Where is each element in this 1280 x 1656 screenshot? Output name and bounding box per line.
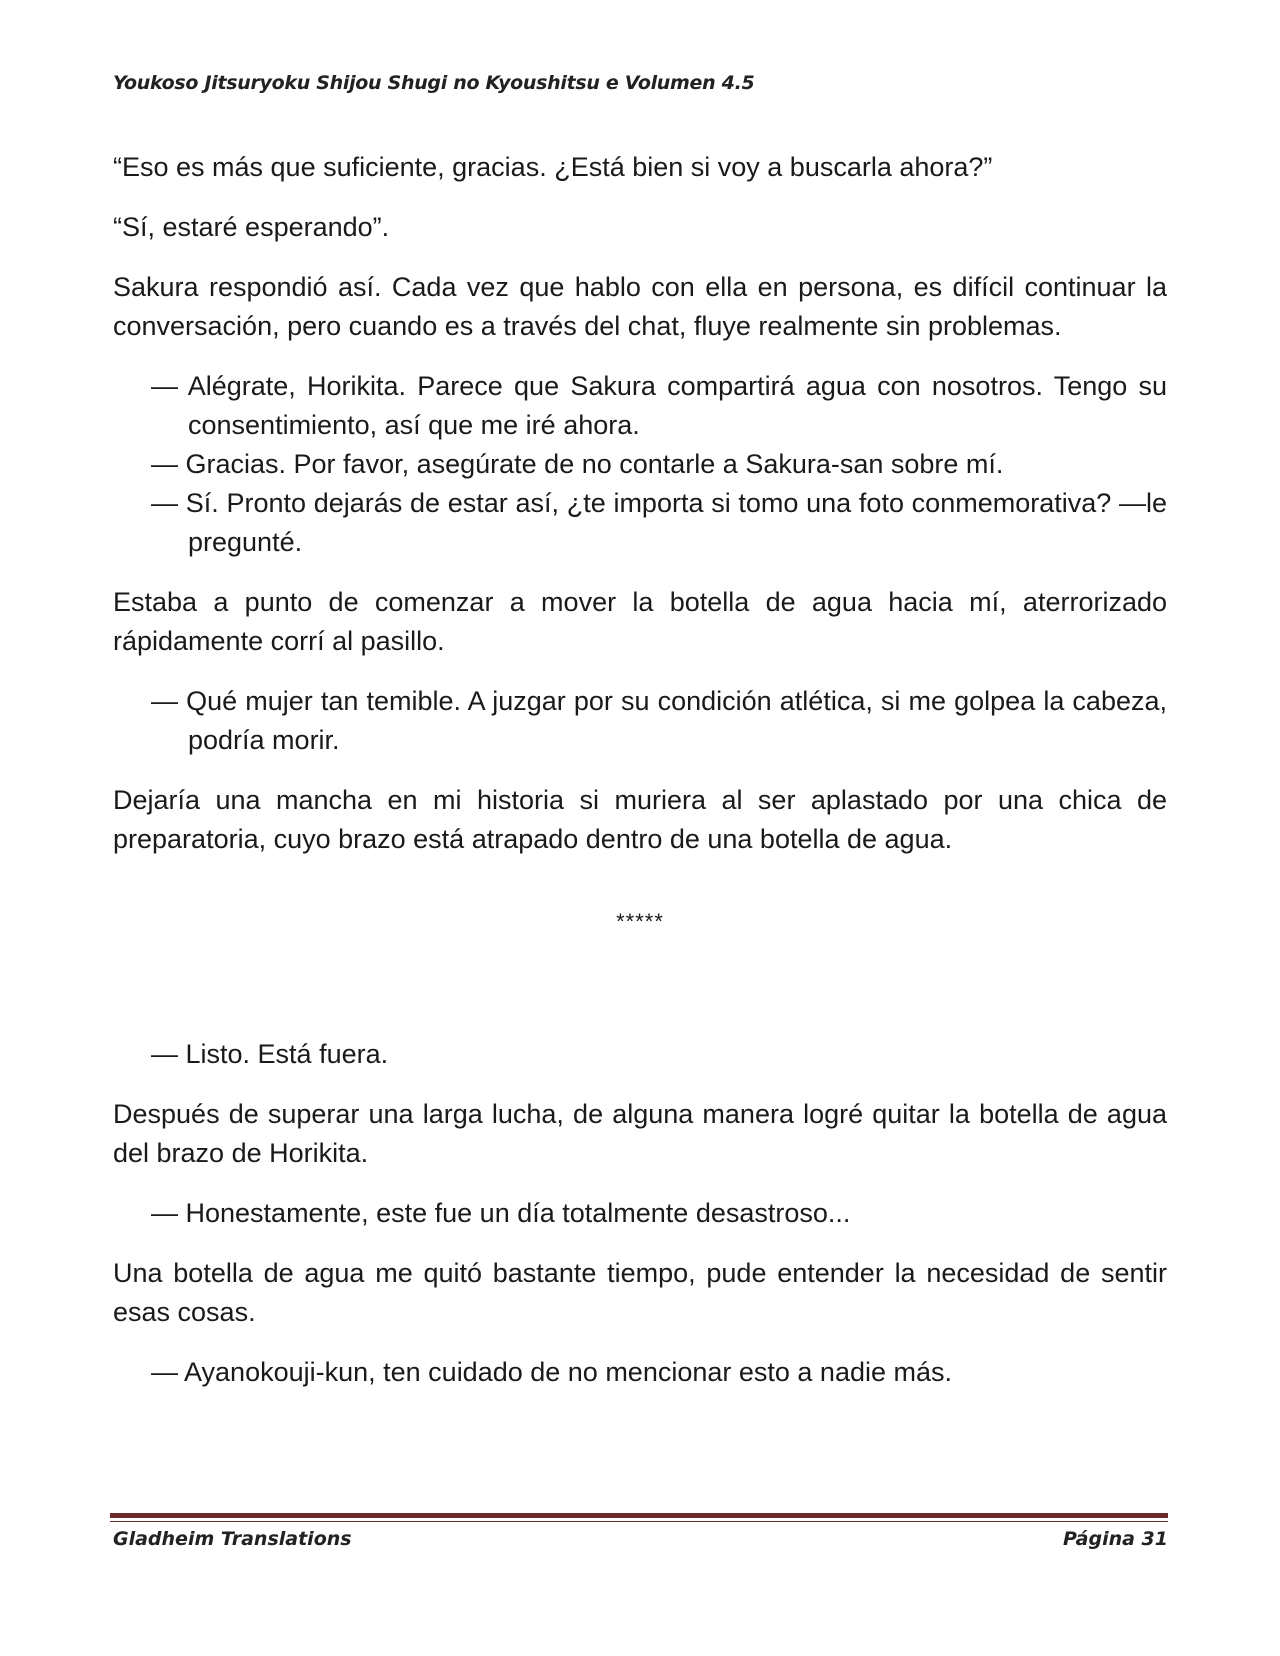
paragraph: “Sí, estaré esperando”. <box>113 212 390 242</box>
dialog-group <box>113 367 1167 562</box>
dialog-line: — Alégrate, Horikita. Parece que Sakura compartirá agua con nosotros. Tengo su consentimiento, así que me iré ahora. <box>151 371 1167 440</box>
running-header: Youkoso Jitsuryoku Shijou Shugi no Kyoushitsu e Volumen 4.5 <box>113 72 755 94</box>
dialog-line: — Ayanokouji-kun, ten cuidado de no mencionar esto a nadie más. <box>151 1357 953 1387</box>
footer-rule <box>110 1513 1168 1518</box>
body-text <box>113 148 1167 1413</box>
footer-credit: Gladheim Translations <box>113 1528 352 1550</box>
dialog-group <box>113 1035 1167 1074</box>
paragraph: Estaba a punto de comenzar a mover la botella de agua hacia mí, aterrorizado rápidamente corrí al pasillo. <box>113 587 1167 656</box>
dialog-line: — Sí. Pronto dejarás de estar así, ¿te importa si tomo una foto conmemorativa? —le pregunté. <box>151 488 1167 557</box>
paragraph: “Eso es más que suficiente, gracias. ¿Está bien si voy a buscarla ahora?” <box>113 152 993 182</box>
dialog-line: — Gracias. Por favor, asegúrate de no contarle a Sakura-san sobre mí. <box>151 449 1004 479</box>
dialog-line: — Honestamente, este fue un día totalmente desastroso... <box>151 1198 851 1228</box>
dialog-line: — Listo. Está fuera. <box>151 1039 389 1069</box>
paragraph: Sakura respondió así. Cada vez que hablo con ella en persona, es difícil continuar la conversación, pero cuando es a través del chat, fluye realmente sin problemas. <box>113 272 1167 341</box>
scene-break: ***** <box>616 909 664 934</box>
paragraph: Después de superar una larga lucha, de alguna manera logré quitar la botella de agua del brazo de Horikita. <box>113 1099 1167 1168</box>
dialog-line: — Qué mujer tan temible. A juzgar por su condición atlética, si me golpea la cabeza, podría morir. <box>151 686 1167 755</box>
paragraph: Dejaría una mancha en mi historia si muriera al ser aplastado por una chica de preparatoria, cuyo brazo está atrapado dentro de una botella de agua. <box>113 785 1167 854</box>
dialog-group <box>113 1194 1167 1233</box>
paragraph: Una botella de agua me quitó bastante tiempo, pude entender la necesidad de sentir esas cosas. <box>113 1258 1167 1327</box>
footer-rule-thin <box>110 1521 1168 1522</box>
dialog-group <box>113 1353 1167 1392</box>
page-number: Página 31 <box>1062 1528 1168 1550</box>
dialog-group <box>113 682 1167 760</box>
